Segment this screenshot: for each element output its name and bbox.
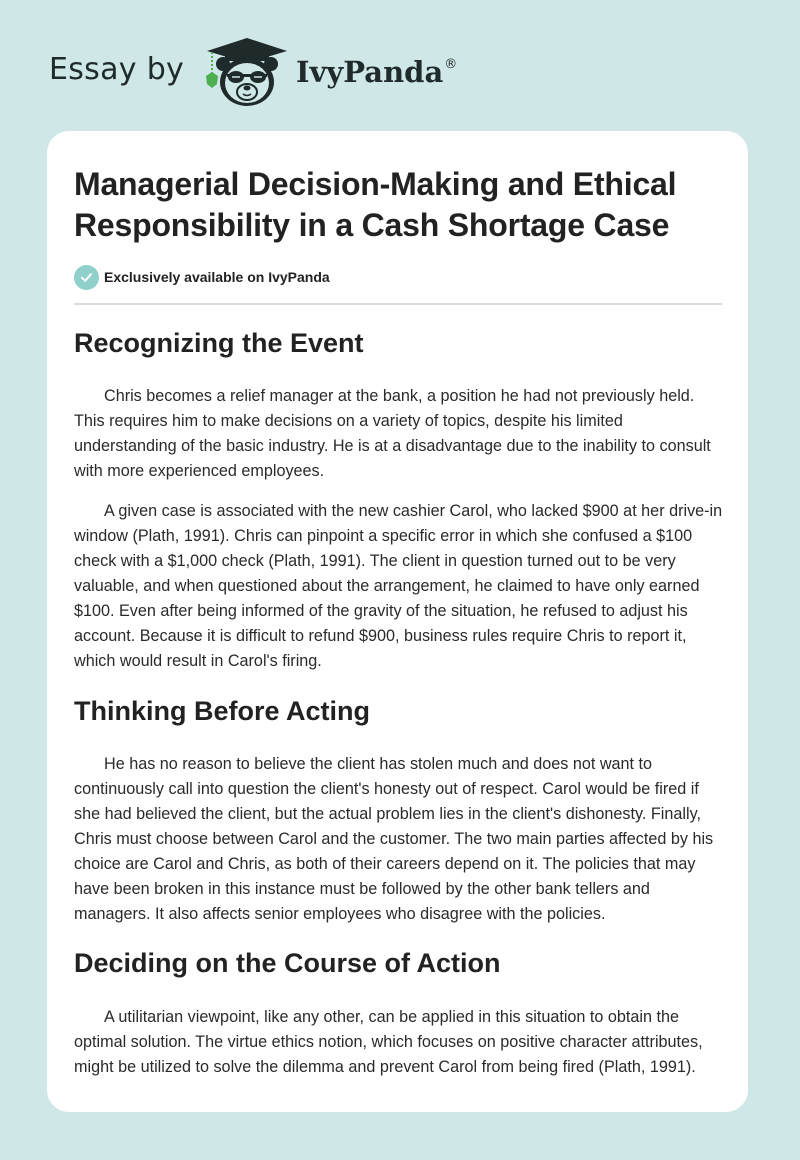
exclusive-badge — [74, 264, 330, 290]
paragraph: A utilitarian viewpoint, like any other, can be applied in this situation to obtain the optimal solution. The virtue ethics notion, which focuses on positive character attributes, might be utilized to solve the dilemma and prevent Carol from being fired (Plath, 1991). — [74, 1008, 703, 1076]
essay-by-label: Essay by — [49, 52, 185, 87]
check-circle-icon — [74, 265, 99, 290]
paragraph: A given case is associated with the new cashier Carol, who lacked $900 at her drive-in window (Plath, 1991). Chris can pinpoint a specific error in which she confused a $100 check with a $1,000 check (Plath, 1991). The client in question turned out to be very valuable, and when questioned about the arrangement, he claimed to have only earned $100. Even after being informed of the gravity of the situation, he refused to adjust his account. Because it is difficult to refund $900, business rules require Chris to report it, which would result in Carol's firing. — [74, 502, 723, 670]
brand-name[interactable] — [296, 55, 457, 89]
paragraph: Chris becomes a relief manager at the bank, a position he had not previously held. This requires him to make decisions on a variety of topics, despite his limited understanding of the basic industry. He is at a disadvantage due to the inability to consult with more experienced employees. — [74, 387, 711, 480]
brand-text: IvyPanda — [296, 55, 444, 89]
page-title: Managerial Decision-Making and Ethical Responsibility in a Cash Shortage Case — [74, 166, 677, 243]
section-heading: Deciding on the Course of Action — [74, 948, 501, 978]
paragraph: He has no reason to believe the client has stolen much and does not want to continuously call into question the client's honesty out of respect. Carol would be fired if she had believed the client, but the actual problem lies in the client's dishonesty. Finally, Chris must choose between Carol and the customer. The two main parties affected by his choice are Carol and Chris, as both of their careers depend on it. The policies that may have been broken in this instance must be followed by the other bank tellers and managers. It also affects senior employees who disagree with the policies. — [74, 755, 714, 923]
badge-text: Exclusively available on IvyPanda — [104, 269, 330, 285]
panda-graduate-icon[interactable] — [203, 36, 291, 108]
divider — [74, 303, 722, 305]
section-heading: Recognizing the Event — [74, 328, 364, 358]
essay-card — [47, 131, 748, 1112]
section-heading: Thinking Before Acting — [74, 696, 370, 726]
site-header — [0, 0, 800, 130]
registered-mark: ® — [444, 57, 458, 72]
